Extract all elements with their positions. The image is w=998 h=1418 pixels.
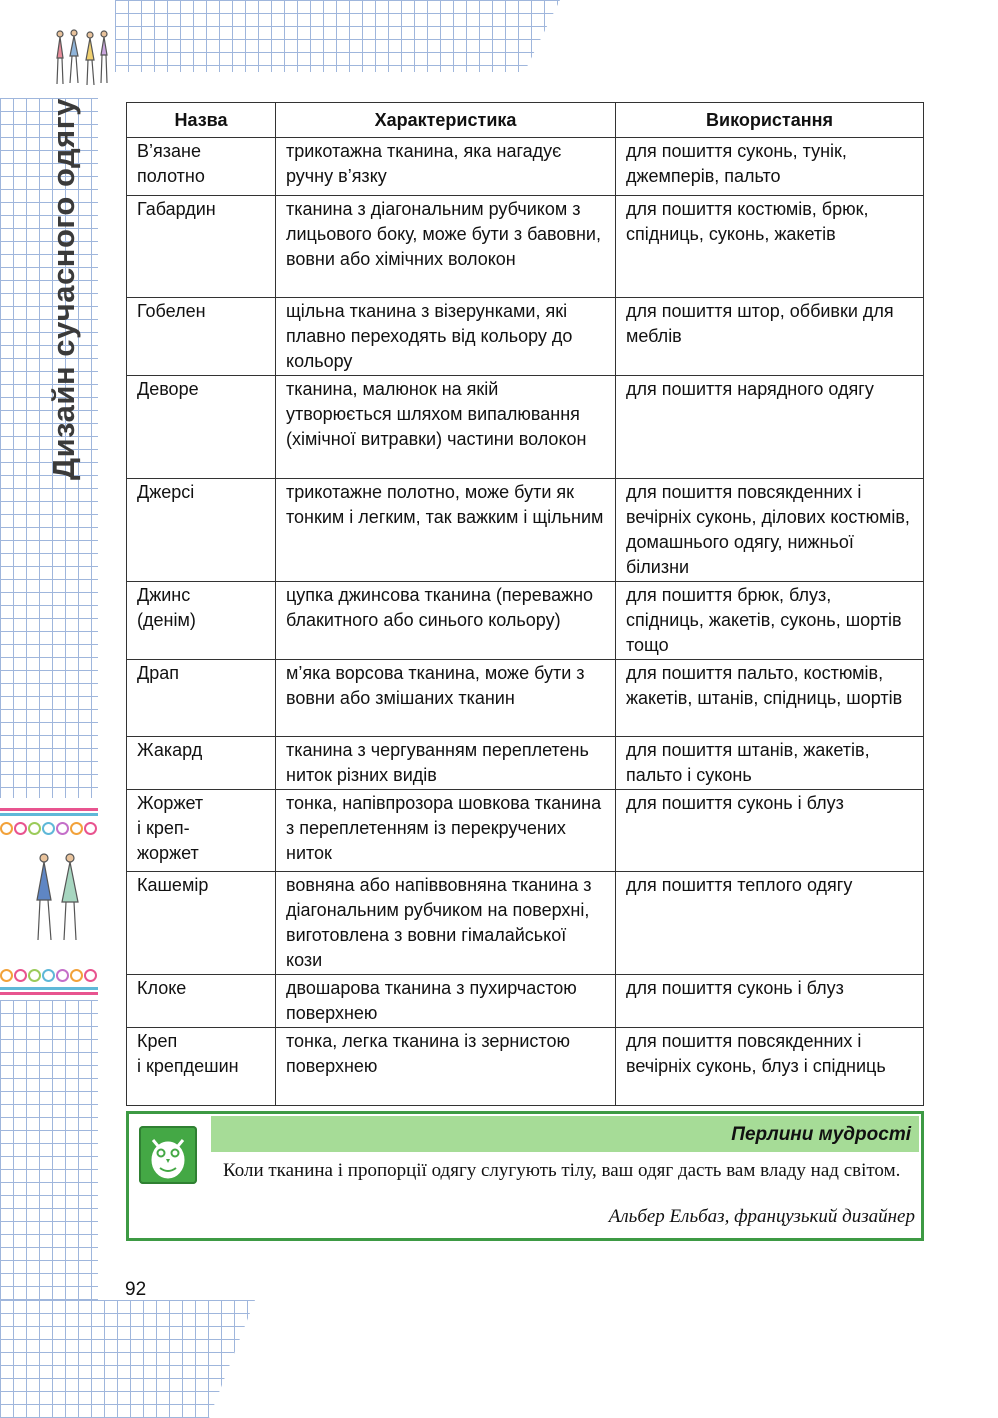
decorative-rings [0, 965, 98, 985]
fabric-characteristic: щільна тканина з візерунками, які плавно переходять від кольору до кольору [276, 298, 616, 376]
fabric-name: Клоке [127, 975, 276, 1028]
fabric-name: Кашемір [127, 872, 276, 975]
fabric-name: В’язане полотно [127, 138, 276, 196]
fashion-figures-illustration [52, 28, 114, 90]
fabric-usage: для пошиття повсякденних і вечірніх суконь, ділових костюмів, домашнього одягу, нижньої білизни [616, 479, 924, 582]
table-row [127, 582, 924, 660]
fabric-characteristic: тканина, малюнок на якій утворюється шляхом випалювання (хімічної витравки) частини волокон [276, 376, 616, 479]
fabric-characteristic: двошарова тканина з пухирчастою поверхнею [276, 975, 616, 1028]
fabric-usage: для пошиття пальто, костюмів, жакетів, штанів, спідниць, шортів [616, 660, 924, 737]
fabric-usage: для пошиття штанів, жакетів, пальто і суконь [616, 737, 924, 790]
header-characteristic: Характеристика [276, 103, 616, 138]
fabric-usage: для пошиття штор, оббивки для меблів [616, 298, 924, 376]
fabric-usage: для пошиття теплого одягу [616, 872, 924, 975]
fashion-figures-illustration [28, 850, 88, 945]
fabric-characteristic: вовняна або напіввовняна тканина з діагональним рубчиком на поверхні, виготовлена з вовни гімалайської кози [276, 872, 616, 975]
table-row [127, 196, 924, 298]
wisdom-quote: Коли тканина і пропорції одягу слугують тілу, ваш одяг дасть вам владу над світом. [223, 1160, 901, 1181]
fabric-characteristic: тканина з діагональним рубчиком з лицьового боку, може бути з бавовни, вовни або хімічних волокон [276, 196, 616, 298]
fabric-name: Жоржет і креп- жоржет [127, 790, 276, 872]
wisdom-header-band [211, 1116, 919, 1152]
decorative-stripe [0, 808, 98, 811]
table-row [127, 872, 924, 975]
table-row [127, 660, 924, 737]
fabric-characteristic: тканина з чергуванням переплетень ниток різних видів [276, 737, 616, 790]
fabric-name: Габардин [127, 196, 276, 298]
fabric-characteristic: тонка, легка тканина із зернистою поверхнею [276, 1028, 616, 1106]
decorative-stripe [0, 813, 98, 816]
table-row [127, 790, 924, 872]
decorative-stripe [0, 987, 98, 990]
header-usage: Використання [616, 103, 924, 138]
fabric-usage: для пошиття костюмів, брюк, спідниць, суконь, жакетів [616, 196, 924, 298]
fabric-name: Креп і крепдешин [127, 1028, 276, 1106]
section-title: Дизайн сучасного одягу [46, 98, 81, 480]
table-row [127, 376, 924, 479]
page-number: 92 [125, 1279, 147, 1300]
table-row [127, 479, 924, 582]
wisdom-author: Альбер Ельбаз, французький дизайнер [608, 1206, 915, 1227]
fabric-usage: для пошиття брюк, блуз, спідниць, жакетів, суконь, шортів тощо [616, 582, 924, 660]
fabric-usage: для пошиття повсякденних і вечірніх суконь, блуз і спідниць [616, 1028, 924, 1106]
fabric-characteristic: цупка джинсова тканина (переважно блакитного або синього кольору) [276, 582, 616, 660]
graph-paper-top [115, 0, 560, 72]
decorative-rings [0, 818, 98, 838]
header-name: Назва [127, 103, 276, 138]
fabric-name: Джерсі [127, 479, 276, 582]
fabric-usage: для пошиття нарядного одягу [616, 376, 924, 479]
fabric-usage: для пошиття суконь і блуз [616, 975, 924, 1028]
table-row [127, 1028, 924, 1106]
owl-icon [139, 1126, 197, 1184]
fabric-name: Драп [127, 660, 276, 737]
table-row [127, 138, 924, 196]
graph-paper-bottom [0, 1300, 255, 1418]
fabric-characteristic: м’яка ворсова тканина, може бути з вовни або змішаних тканин [276, 660, 616, 737]
decorative-stripe [0, 992, 98, 995]
wisdom-box [126, 1111, 924, 1241]
fabric-name: Деворе [127, 376, 276, 479]
fabric-usage: для пошиття суконь, тунік, джемперів, пальто [616, 138, 924, 196]
table-row [127, 737, 924, 790]
fabric-characteristic: трикотажне полотно, може бути як тонким і легким, так важким і щільним [276, 479, 616, 582]
table-row [127, 975, 924, 1028]
wisdom-title: Перлини мудрості [731, 1124, 911, 1145]
fabric-name: Жакард [127, 737, 276, 790]
fabric-name: Джинс (денім) [127, 582, 276, 660]
table-header-row [127, 103, 924, 138]
fabric-table [126, 102, 924, 1106]
fabric-name: Гобелен [127, 298, 276, 376]
table-row [127, 298, 924, 376]
fabric-usage: для пошиття суконь і блуз [616, 790, 924, 872]
fabric-characteristic: тонка, напівпрозора шовкова тканина з переплетенням із перекручених ниток [276, 790, 616, 872]
fabric-characteristic: трикотажна тканина, яка нагадує ручну в’язку [276, 138, 616, 196]
